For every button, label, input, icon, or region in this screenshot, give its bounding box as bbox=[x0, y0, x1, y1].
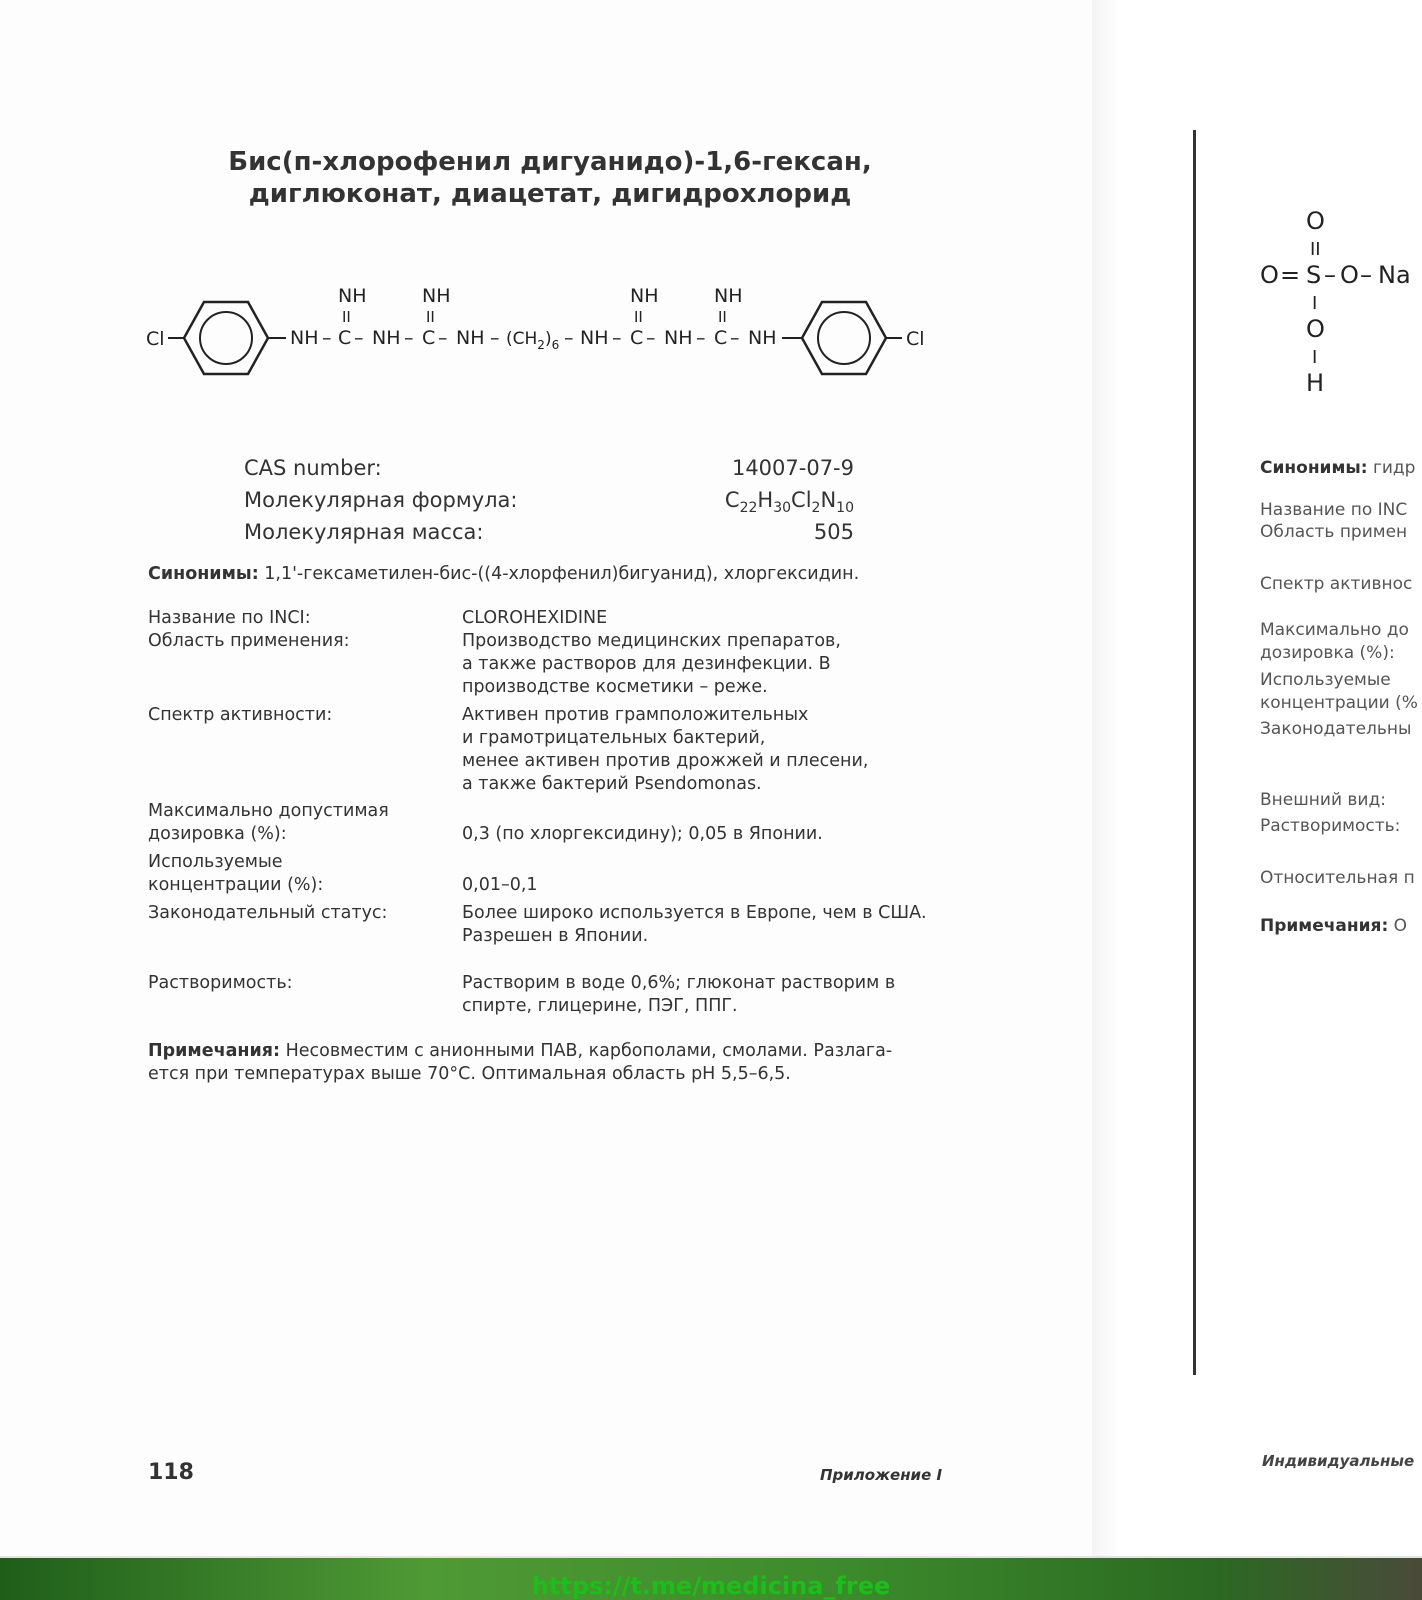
right-legal-label: Законодательны bbox=[1260, 719, 1412, 739]
double-bond-left: = bbox=[1280, 261, 1301, 289]
bond-dash: – bbox=[1324, 261, 1336, 289]
nh-top-1: NH bbox=[338, 285, 367, 307]
maxdose-value: 0,3 (по хлоргексидину); 0,05 в Японии. bbox=[462, 824, 823, 844]
concentration-label: Используемые концентрации (%): bbox=[148, 852, 324, 895]
double-bond-top: II bbox=[1310, 239, 1321, 260]
cas-row bbox=[244, 452, 854, 484]
column-rule bbox=[1193, 130, 1196, 1375]
title-line-2: диглюконат, диацетат, дигидрохлорид bbox=[248, 179, 852, 209]
double-bond-4: II bbox=[718, 308, 727, 326]
chain-dash: – bbox=[564, 327, 574, 349]
chain-dash: – bbox=[730, 327, 740, 349]
oxygen-mid: O bbox=[1340, 261, 1359, 289]
chain-nh-5: NH bbox=[664, 327, 693, 349]
right-conc-label-2: концентрации (% bbox=[1260, 693, 1418, 713]
chain-nh-2: NH bbox=[372, 327, 401, 349]
chlorhexidine-structure bbox=[140, 280, 940, 385]
chain-dash: – bbox=[612, 327, 622, 349]
sulfonate-structure bbox=[1258, 205, 1422, 405]
sulfur: S bbox=[1306, 261, 1322, 289]
chain-dash: – bbox=[404, 327, 414, 349]
single-bond-1: I bbox=[1312, 293, 1318, 314]
chain-c-3: C bbox=[630, 327, 644, 349]
chain-nh-4: NH bbox=[580, 327, 609, 349]
bond-dash: – bbox=[1360, 261, 1372, 289]
double-bond-3: II bbox=[634, 308, 643, 326]
right-conc-label-1: Используемые bbox=[1260, 670, 1391, 690]
formula-value: $C_{22}H_{30}Cl_2N_{10}$ bbox=[724, 488, 854, 517]
right-chlorine: Cl bbox=[906, 328, 925, 350]
left-chlorine: Cl bbox=[146, 328, 165, 350]
mass-value: 505 bbox=[813, 520, 854, 544]
nh-top-3: NH bbox=[630, 285, 659, 307]
right-maxdose-label-2: дозировка (%): bbox=[1260, 643, 1395, 663]
mass-row bbox=[244, 516, 854, 548]
chain-dash: – bbox=[646, 327, 656, 349]
right-benzene-ring bbox=[802, 302, 886, 374]
chain-c-1: C bbox=[338, 327, 352, 349]
usage-value: Производство медицинских препаратов, а также растворов для дезинфекции. В производстве косметики – реже. bbox=[462, 631, 841, 697]
section-footer: Приложение I bbox=[820, 1466, 943, 1484]
maxdose-label: Максимально допустимая дозировка (%): bbox=[148, 801, 389, 844]
right-notes: Примечания: О bbox=[1260, 916, 1408, 936]
compound-title bbox=[150, 146, 950, 210]
oxygen-bottom: O bbox=[1306, 315, 1325, 343]
right-appearance-label: Внешний вид: bbox=[1260, 790, 1386, 810]
spectrum-value: Активен против грамположительных и грамотрицательных бактерий, менее активен против дрожжей и плесени, а также бактерий Psendomonas. bbox=[462, 705, 869, 794]
chain-dash: – bbox=[354, 327, 364, 349]
sodium: Na bbox=[1378, 261, 1411, 289]
concentration-value: 0,01–0,1 bbox=[462, 875, 538, 895]
double-bond-1: II bbox=[342, 308, 351, 326]
chain-dash: – bbox=[490, 327, 500, 349]
methylene-group: $(CH_2)_6$ bbox=[506, 329, 560, 352]
solubility-value: Растворим в воде 0,6%; глюконат растворим в спирте, глицерине, ПЭГ, ППГ. bbox=[462, 973, 896, 1016]
spectrum-label: Спектр активности: bbox=[148, 705, 333, 725]
right-relative-label: Относительная п bbox=[1260, 868, 1415, 888]
formula-row bbox=[244, 484, 854, 516]
right-usage-label: Область примен bbox=[1260, 522, 1408, 542]
mass-label: Молекулярная масса: bbox=[244, 520, 484, 544]
solubility-label: Растворимость: bbox=[148, 973, 293, 993]
nh-top-4: NH bbox=[714, 285, 743, 307]
left-benzene-ring bbox=[184, 302, 268, 374]
oxygen-left: O bbox=[1260, 261, 1279, 289]
right-solubility-label: Растворимость: bbox=[1260, 816, 1401, 836]
usage-label: Область применения: bbox=[148, 631, 350, 651]
chain-nh-6: NH bbox=[748, 327, 777, 349]
right-spectrum-label: Спектр активнос bbox=[1260, 574, 1413, 594]
double-bond-2: II bbox=[426, 308, 435, 326]
chain-dash: – bbox=[438, 327, 448, 349]
cas-label: CAS number: bbox=[244, 456, 382, 480]
chain-dash: – bbox=[322, 327, 332, 349]
right-section-footer: Индивидуальные bbox=[1262, 1452, 1415, 1470]
chain-c-2: C bbox=[422, 327, 436, 349]
page-number: 118 bbox=[148, 1460, 194, 1485]
chain-nh-3: NH bbox=[456, 327, 485, 349]
legal-label: Законодательный статус: bbox=[148, 903, 388, 923]
inci-value: CLOROHEXIDINE bbox=[462, 608, 608, 628]
nh-top-2: NH bbox=[422, 285, 451, 307]
chain-nh-1: NH bbox=[290, 327, 319, 349]
oxygen-top: O bbox=[1306, 207, 1325, 235]
synonyms-label: Синонимы: bbox=[148, 564, 259, 584]
title-line-1: Бис(п-хлорофенил дигуанидо)-1,6-гексан, bbox=[228, 147, 872, 177]
legal-value: Более широко используется в Европе, чем в США. Разрешен в Японии. bbox=[462, 903, 927, 946]
formula-label: Молекулярная формула: bbox=[244, 488, 518, 512]
watermark-link[interactable]: https://t.me/medicina_free bbox=[531, 1572, 891, 1600]
compound-properties bbox=[244, 452, 854, 548]
synonyms-text: 1,1'-гексаметилен-бис-((4-хлорфенил)бигуанид), хлоргексидин. bbox=[258, 564, 860, 584]
notes-label: Примечания: bbox=[148, 1041, 281, 1061]
right-synonyms: Синонимы: гидр bbox=[1260, 458, 1416, 478]
synonyms bbox=[148, 564, 948, 584]
cas-value: 14007-07-9 bbox=[731, 456, 854, 480]
chain-c-4: C bbox=[714, 327, 728, 349]
hydrogen: H bbox=[1306, 369, 1325, 397]
right-maxdose-label-1: Максимально до bbox=[1260, 620, 1409, 640]
single-bond-2: I bbox=[1312, 347, 1318, 368]
chain-dash: – bbox=[696, 327, 706, 349]
notes: Примечания: Несовместим с анионными ПАВ, карбополами, смолами. Разлага- ется при температурах выше 70°С. Оптимальная область pH 5,5–6,5. bbox=[148, 1041, 893, 1084]
inci-label: Название по INCI: bbox=[148, 608, 311, 628]
right-inci-label: Название по INC bbox=[1260, 500, 1408, 520]
